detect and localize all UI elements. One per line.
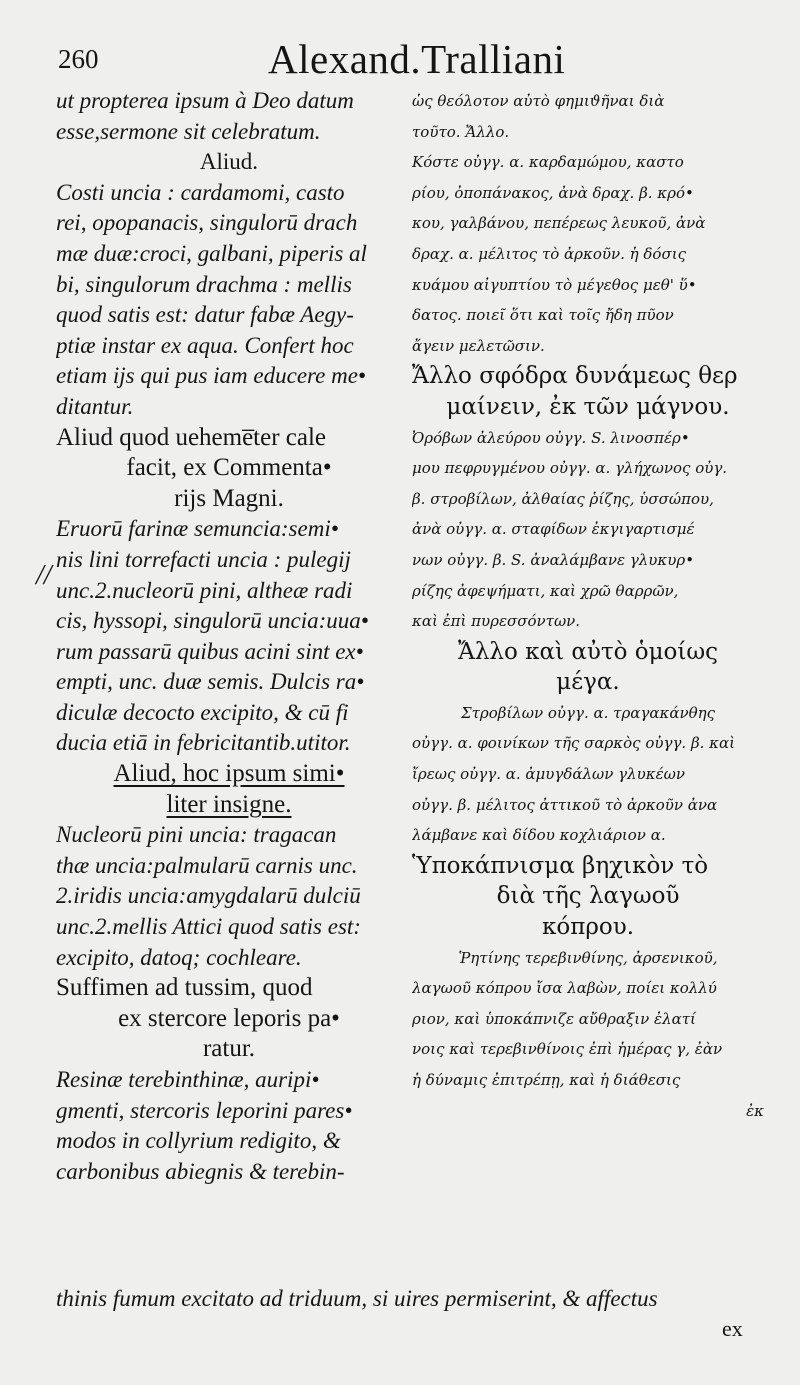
text-line: Nucleorū pini uncia: tragacan <box>56 822 337 848</box>
text-line: κυάμου αἰγυπτίου τὸ μέγεθος μεθ' ὕ• <box>412 275 697 294</box>
section-heading-line: Ὑποκάπνισμα βηχικὸν τὸ <box>412 852 709 879</box>
text-line: nis lini torrefacti uncia : pulegij <box>56 546 351 572</box>
text-line: μου πεφρυγμένου οὐγγ. α. γλήχωνος οὐγ. <box>412 459 728 478</box>
section-heading-line: ex stercore leporis pa• <box>118 1004 340 1032</box>
text-line: carbonibus abiegnis & terebin- <box>56 1158 345 1184</box>
text-line: β. στροβίλων, ἀλθαίας ῥίζης, ὑσσώπου, <box>412 489 714 508</box>
text-line: ἐκ <box>746 1101 764 1120</box>
section-heading-line: μέγα. <box>556 669 620 696</box>
section-heading-line: facit, ex Commenta• <box>126 454 332 482</box>
text-line: ptiæ instar ex aqua. Confert hoc <box>56 332 354 358</box>
section-heading-line: liter insigne. <box>166 790 292 818</box>
text-line: Resinæ terebinthinæ, auripi• <box>56 1067 320 1092</box>
text-line: Costi uncia : cardamomi, casto <box>56 179 345 205</box>
text-line: δραχ. α. μέλιτος τὸ ἀρκοῦν. ἡ δόσις <box>412 244 686 263</box>
text-line: ἀνὰ οὐγγ. α. σταφίδων ἐκγιγαρτισμέ <box>412 520 695 539</box>
text-line: καὶ ἐπὶ πυρεσσόντων. <box>412 612 581 631</box>
text-line: Ὀρόβων ἀλεύρου οὐγγ. S. λινοσπέρ• <box>412 428 690 447</box>
text-line: mæ duæ:croci, galbani, piperis al <box>56 240 367 266</box>
text-line: rum passarū quibus acini sint ex• <box>56 638 364 664</box>
latin-column <box>56 86 402 1187</box>
section-heading-line: διὰ τῆς λαγωοῦ <box>496 883 680 910</box>
section-heading-line: ratur. <box>202 1035 256 1063</box>
section-heading-line: Suffimen ad tussim, quod <box>56 974 313 1002</box>
text-line: empti, unc. duæ semis. Dulcis ra• <box>56 669 365 695</box>
text-line: unc.2.nucleorū pini, altheæ radi <box>56 577 353 603</box>
text-line: ἡ δύναμις ἐπιτρέπῃ, καὶ ἡ διάθεσις <box>412 1071 681 1089</box>
section-heading-line: Aliud. <box>199 149 259 175</box>
section-heading-line: Ἄλλο σφόδρα δυνάμεως θερ <box>412 363 738 390</box>
text-line: 2.iridis uncia:amygdalarū dulciū <box>56 883 361 909</box>
text-line: unc.2.mellis Attici quod satis est: <box>56 914 361 940</box>
text-line: rei, opopanacis, singulorū drach <box>56 210 358 236</box>
text-line: Κόστε οὐγγ. α. καρδαμώμου, καστο <box>412 153 684 172</box>
section-heading-line: μαίνειν, ἐκ τῶν μάγνου. <box>446 393 730 420</box>
running-title: Alexand.Tralliani <box>268 36 566 82</box>
section-heading-line: κόπρου. <box>542 914 634 941</box>
text-line: Στροβίλων οὐγγ. α. τραγακάνθης <box>460 703 716 722</box>
text-line: λάμβανε καὶ δίδου κοχλιάριον α. <box>412 826 666 845</box>
text-line: λαγωοῦ κόπρου ἴσα λαβὼν, ποίει κολλύ <box>412 979 717 998</box>
greek-column <box>412 86 764 1126</box>
text-line: cis, hyssopi, singulorū uncia:uua• <box>56 608 369 634</box>
text-line: ut propterea ipsum à Deo datum <box>56 88 354 113</box>
text-line: Ῥητίνης τερεβινθίνης, ἀρσενικοῦ, <box>458 948 718 967</box>
text-line: ριον, καὶ ὑποκάπνιζε αὔθραξιν ἐλατί <box>412 1009 696 1028</box>
catchword: ex <box>722 1316 743 1341</box>
text-line: ρίου, ὀποπάνακος, ἀνὰ δραχ. β. κρό• <box>412 183 694 202</box>
text-line: Eruorū farinæ semuncia:semi• <box>56 516 339 542</box>
text-line: ρίζης ἀφεψήματι, καὶ χρῶ θαρρῶν, <box>412 581 679 600</box>
text-line: δατος. ποιεῖ ὅτι καὶ τοῖς ἤδη πῦον <box>412 306 674 325</box>
section-heading-line: rijs Magni. <box>174 484 284 512</box>
text-line: modos in collyrium redigito, & <box>56 1128 341 1154</box>
text-line: gmenti, stercoris leporini pares• <box>56 1097 353 1123</box>
text-line: τοῦτο. Ἄλλο. <box>412 122 510 141</box>
text-line: quod satis est: datur fabæ Aegy- <box>56 302 354 328</box>
text-line: ditantur. <box>56 393 134 419</box>
text-line: ὡς θεόλοτον αὐτὸ φημιϑῆναι διὰ <box>412 92 665 110</box>
page-number: 260 <box>58 44 99 74</box>
text-line: ducia etiā in febricitantib.utitor. <box>56 730 351 756</box>
text-line: οὐγγ. α. φοινίκων τῆς σαρκὸς οὐγγ. β. καὶ <box>412 734 735 753</box>
text-line: etiam ijs qui pus iam educere me• <box>56 363 366 389</box>
text-line: bi, singulorum drachma : mellis <box>56 271 352 297</box>
text-line: diculæ decocto excipito, & cū fi <box>56 699 349 725</box>
marginal-mark: // <box>36 560 52 591</box>
bottom-line: thinis fumum excitato ad triduum, si uires permiserint, & affectus <box>56 1286 658 1311</box>
text-line: excipito, datoq; cochleare. <box>56 944 302 970</box>
text-line: νων οὐγγ. β. S. ἀναλάμβανε γλυκυρ• <box>412 550 695 569</box>
section-heading-line: Aliud, hoc ipsum simi• <box>113 760 345 788</box>
text-line: esse,sermone sit celebratum. <box>56 118 321 144</box>
section-heading-line: Ἄλλο καὶ αὐτὸ ὁμοίως <box>457 638 719 665</box>
text-line: κου, γαλβάνου, πεπέρεως λευκοῦ, ἀνὰ <box>412 214 706 233</box>
text-line: νοις καὶ τερεβινθίνοις ἐπὶ ἡμέρας γ, ἐὰν <box>412 1040 723 1059</box>
text-line: thæ uncia:palmularū carnis unc. <box>56 852 358 878</box>
text-line: ἄγειν μελετῶσιν. <box>412 336 545 355</box>
text-line: οὐγγ. β. μέλιτος ἀττικοῦ τὸ ἀρκοῦν ἀνα <box>412 795 718 814</box>
section-heading-line: Aliud quod ueheme̅ter cale <box>56 423 327 451</box>
text-line: ἴρεως οὐγγ. α. ἀμυγδάλων γλυκέων <box>412 765 686 784</box>
